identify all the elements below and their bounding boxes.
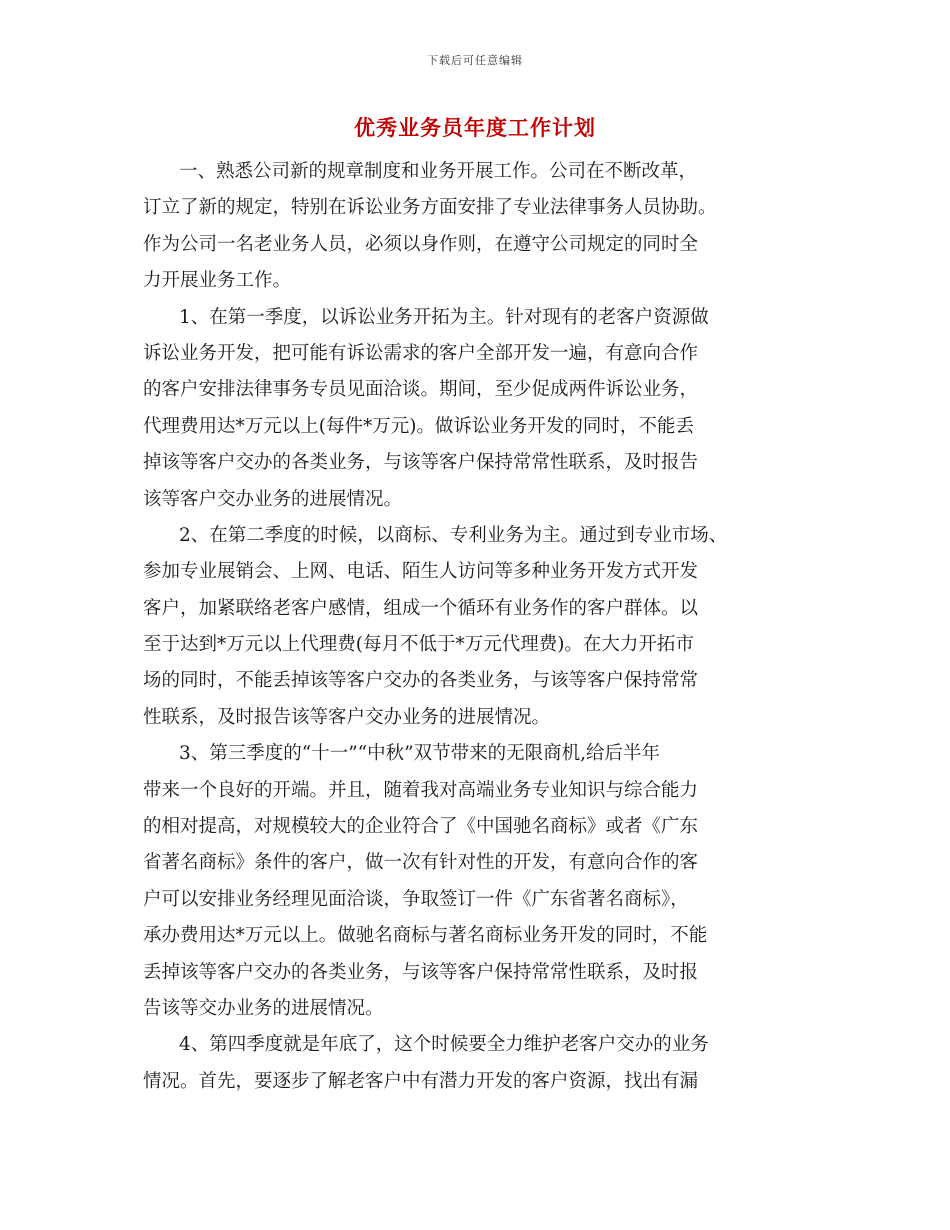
paragraph-line: 性联系，及时报告该等客户交办业务的进展情况。 bbox=[143, 706, 551, 728]
page-header-note: 下载后可任意编辑 bbox=[427, 54, 523, 67]
paragraph-line: 户可以安排业务经理见面洽谈，争取签订一件《广东省著名商标》， bbox=[143, 888, 689, 910]
paragraph-line: 的客户安排法律事务专员见面洽谈。期间，至少促成两件诉讼业务， bbox=[143, 379, 699, 401]
document-title: 优秀业务员年度工作计划 bbox=[354, 115, 596, 140]
paragraph-line: 参加专业展销会、上网、电话、陌生人访问等多种业务开发方式开发 bbox=[143, 561, 699, 583]
paragraph-line: 告该等交办业务的进展情况。 bbox=[143, 997, 384, 1019]
paragraph-line: 掉该等客户交办的各类业务，与该等客户保持常常性联系，及时报告 bbox=[143, 452, 699, 474]
paragraph-line: 作为公司一名老业务人员，必须以身作则，在遵守公司规定的同时全 bbox=[143, 233, 699, 255]
paragraph-line: 订立了新的规定，特别在诉讼业务方面安排了专业法律事务人员协助。 bbox=[143, 197, 717, 219]
paragraph-line: 一、熟悉公司新的规章制度和业务开展工作。公司在不断改革， bbox=[179, 161, 698, 182]
document-body bbox=[143, 154, 823, 1100]
paragraph-line: 的相对提高，对规模较大的企业符合了《中国驰名商标》或者《广东 bbox=[143, 816, 699, 838]
paragraph-line: 承办费用达*万元以上。做驰名商标与著名商标业务开发的同时，不能 bbox=[143, 925, 708, 947]
paragraph-line: 情况。首先，要逐步了解老客户中有潜力开发的客户资源，找出有漏 bbox=[143, 1070, 699, 1092]
paragraph-line: 2、在第二季度的时候，以商标、专利业务为主。通过到专业市场、 bbox=[179, 524, 728, 546]
paragraph-line: 带来一个良好的开端。并且，随着我对高端业务专业知识与综合能力 bbox=[143, 779, 699, 801]
paragraph-line: 代理费用达*万元以上(每件*万元)。做诉讼业务开发的同时，不能丢 bbox=[143, 415, 694, 437]
paragraph-line: 丢掉该等客户交办的各类业务，与该等客户保持常常性联系，及时报 bbox=[143, 961, 699, 983]
paragraph-line: 客户，加紧联络老客户感情，组成一个循环有业务作的客户群体。以 bbox=[143, 597, 699, 619]
paragraph-line: 至于达到*万元以上代理费(每月不低于*万元代理费)。在大力开拓市 bbox=[143, 634, 694, 656]
paragraph-line: 力开展业务工作。 bbox=[143, 270, 292, 292]
paragraph-line: 4、第四季度就是年底了，这个时候要全力维护老客户交办的业务 bbox=[179, 1034, 709, 1056]
paragraph-line: 场的同时，不能丢掉该等客户交办的各类业务，与该等客户保持常常 bbox=[143, 670, 699, 692]
paragraph-line: 该等客户交办业务的进展情况。 bbox=[143, 488, 403, 510]
paragraph-line: 诉讼业务开发，把可能有诉讼需求的客户全部开发一遍，有意向合作 bbox=[143, 342, 699, 364]
paragraph-line: 省著名商标》条件的客户，做一次有针对性的开发，有意向合作的客 bbox=[143, 852, 699, 874]
paragraph-line: 3、第三季度的“十一”“中秋”双节带来的无限商机,给后半年 bbox=[179, 743, 660, 765]
paragraph-line: 1、在第一季度，以诉讼业务开拓为主。针对现有的老客户资源做 bbox=[179, 306, 709, 328]
